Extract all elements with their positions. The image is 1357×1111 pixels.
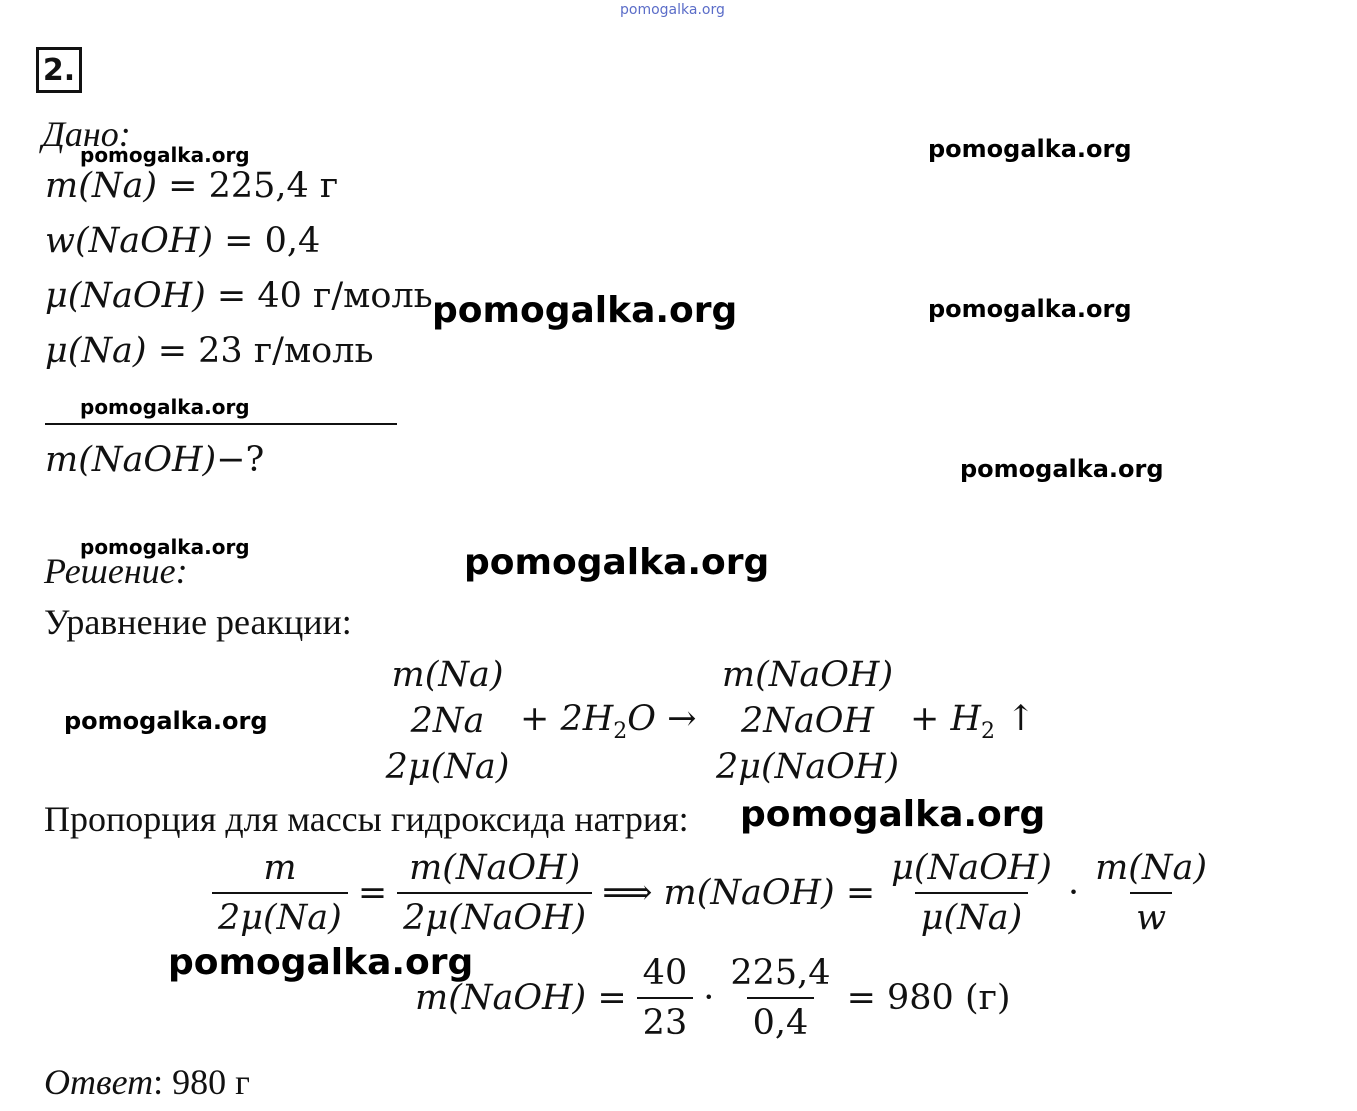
watermark-10: pomogalka.org	[740, 794, 1046, 835]
reaction-bot-na: 2μ(Na)	[385, 747, 510, 787]
proportion-frac-1-num: m	[263, 848, 297, 888]
watermark-9: pomogalka.org	[64, 707, 268, 735]
watermark-5: pomogalka.org	[80, 395, 250, 419]
watermark-11: pomogalka.org	[168, 942, 474, 983]
watermark-7: pomogalka.org	[80, 535, 250, 559]
proportion-frac-3	[885, 848, 1058, 938]
calc-frac-2	[724, 953, 836, 1043]
reaction-label: Уравнение реакции:	[44, 602, 352, 642]
calc-result: = 980 (г)	[846, 978, 1011, 1018]
proportion-frac-2-den: 2μ(NaOH)	[397, 892, 592, 938]
watermark-top: pomogalka.org	[620, 2, 725, 18]
reaction-plus-h: + H	[910, 698, 981, 739]
given-line4-lhs: μ(Na)	[45, 331, 147, 371]
calculation-formula	[415, 953, 1011, 1043]
reaction-na: 2Na	[410, 701, 485, 741]
calc-dot: ·	[703, 978, 715, 1018]
calc-lhs: m(NaOH) =	[415, 978, 627, 1018]
proportion-frac-4-den: w	[1130, 892, 1172, 938]
given-line4-rhs: = 23 г/моль	[157, 331, 374, 371]
calc-frac-1-num: 40	[642, 953, 688, 993]
calc-frac-1-den: 23	[637, 997, 694, 1043]
answer-label: Ответ	[44, 1062, 154, 1102]
answer-line	[44, 1061, 250, 1103]
given-line-fraction-naoh	[45, 221, 320, 261]
given-line-molar-na	[45, 331, 374, 371]
watermark-1: pomogalka.org	[80, 143, 250, 167]
reaction-hydrogen	[900, 699, 1035, 744]
given-line3-rhs: = 40 г/моль	[216, 276, 433, 316]
proportion-dot: ·	[1067, 873, 1080, 913]
given-find-lhs: m(NaOH)	[45, 440, 217, 480]
reaction-equation	[385, 652, 1035, 790]
proportion-implies: ⟹ m(NaOH) =	[602, 873, 876, 913]
proportion-frac-1	[212, 848, 348, 938]
proportion-frac-4-num: m(Na)	[1095, 848, 1208, 888]
given-line3-lhs: μ(NaOH)	[45, 276, 206, 316]
reaction-naoh: 2NaOH	[741, 701, 874, 741]
proportion-formula	[212, 848, 1213, 938]
proportion-frac-2	[397, 848, 592, 938]
watermark-8: pomogalka.org	[464, 542, 770, 583]
reaction-naoh-stack	[715, 652, 900, 790]
given-line2-lhs: w(NaOH)	[45, 221, 213, 261]
proportion-frac-1-den: 2μ(Na)	[212, 892, 348, 938]
given-divider	[45, 423, 397, 425]
proportion-eq: =	[357, 873, 388, 913]
proportion-frac-4	[1089, 848, 1213, 938]
watermark-6: pomogalka.org	[960, 455, 1164, 483]
proportion-frac-3-den: μ(Na)	[915, 892, 1029, 938]
reaction-na-stack	[385, 652, 510, 790]
calc-frac-2-den: 0,4	[747, 997, 815, 1043]
solution-heading: Решение:	[44, 551, 188, 591]
watermark-3: pomogalka.org	[432, 290, 738, 331]
problem-number-box	[36, 47, 82, 93]
given-find-rhs: −?	[216, 440, 265, 480]
reaction-top-naoh: m(NaOH)	[721, 655, 894, 695]
reaction-top-na: m(Na)	[391, 655, 504, 695]
given-line-molar-naoh	[45, 276, 433, 316]
reaction-water-o: O →	[627, 698, 697, 739]
reaction-water-sub: 2	[613, 718, 628, 744]
gas-arrow-icon: ↑	[1006, 698, 1036, 739]
reaction-plus-water: + 2H	[520, 698, 614, 739]
calc-frac-1	[637, 953, 694, 1043]
problem-number: 2.	[42, 52, 76, 88]
reaction-bot-naoh: 2μ(NaOH)	[715, 747, 900, 787]
reaction-h-sub: 2	[980, 718, 995, 744]
given-line1-lhs: m(Na)	[45, 166, 157, 206]
given-line-mass-na	[45, 166, 338, 206]
answer-value: : 980 г	[153, 1062, 250, 1102]
given-heading: Дано:	[42, 114, 131, 154]
given-line2-rhs: = 0,4	[224, 221, 321, 261]
proportion-label: Пропорция для массы гидроксида натрия:	[44, 799, 689, 839]
given-find	[45, 440, 264, 480]
reaction-water	[510, 699, 715, 744]
proportion-frac-2-num: m(NaOH)	[409, 848, 581, 888]
calc-frac-2-num: 225,4	[730, 953, 831, 993]
watermark-2: pomogalka.org	[928, 135, 1132, 163]
given-line1-rhs: = 225,4 г	[168, 166, 339, 206]
proportion-frac-3-num: μ(NaOH)	[891, 848, 1052, 888]
watermark-4: pomogalka.org	[928, 295, 1132, 323]
